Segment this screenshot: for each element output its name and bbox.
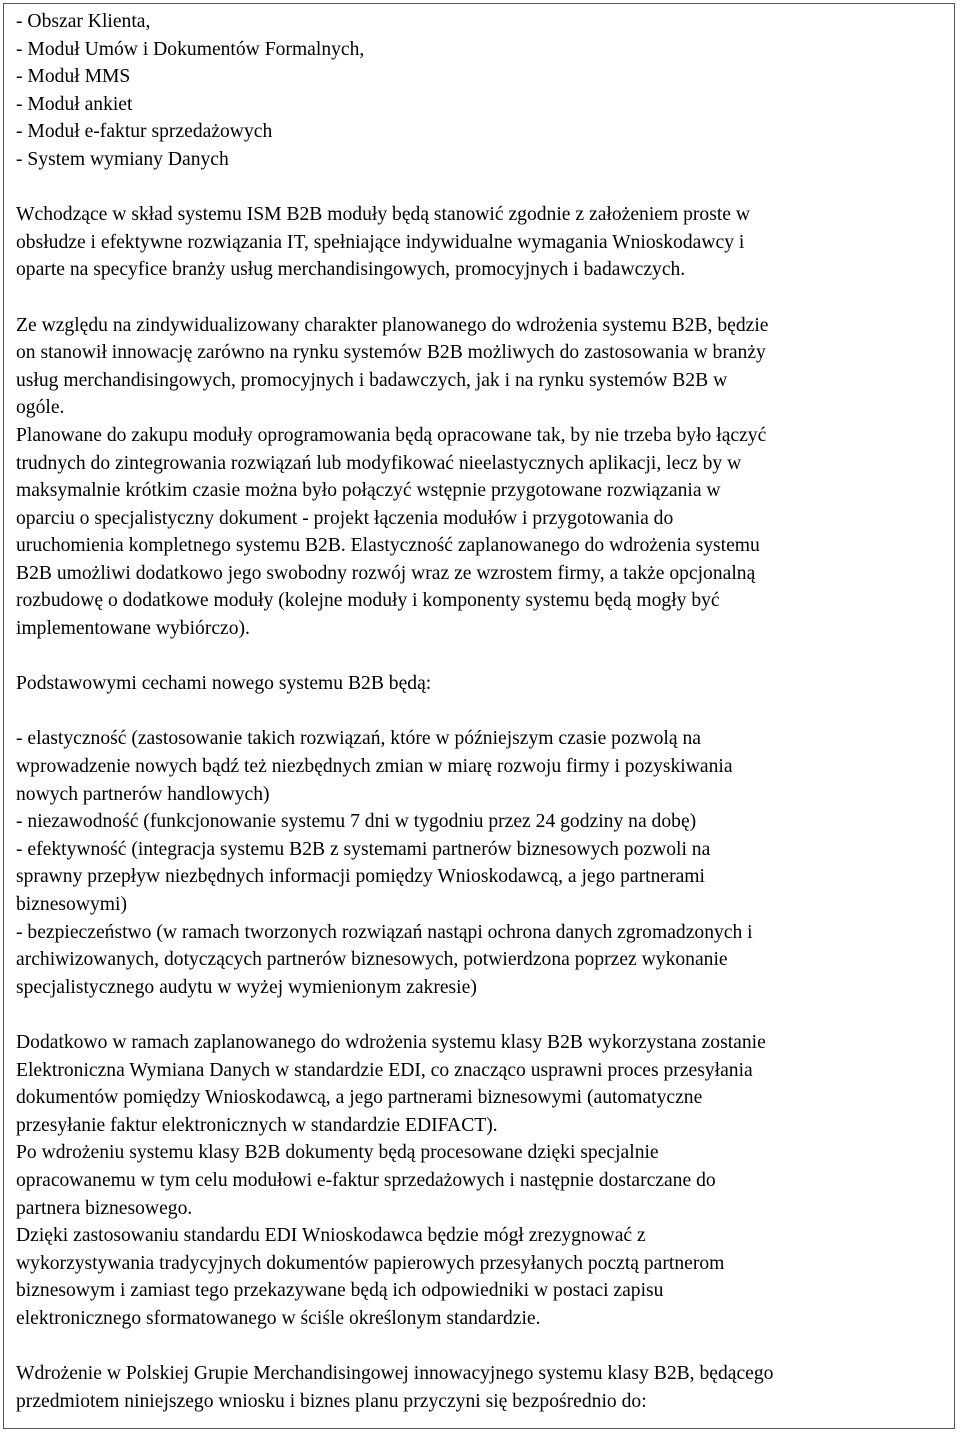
spacer [16,1333,946,1361]
feature-line: - efektywność (integracja systemu B2B z systemami partnerów biznesowych pozwoli na [16,838,711,860]
text-line: przedmiotem niniejszego wniosku i biznes planu przyczyni się bezpośrednio do: [16,1390,647,1412]
feature-line: - niezawodność (funkcjonowanie systemu 7 dni w tygodniu przez 24 godziny na dobę) [16,811,697,833]
text-line: wykorzystywania tradycyjnych dokumentów papierowych przesyłanych pocztą partnerom [16,1252,725,1274]
text-line: trudnych do zintegrowania rozwiązań lub modyfikować nieelastycznych aplikacji, lecz by w [16,452,742,474]
text-line: implementowane wybiórczo). [16,618,250,640]
text-line: Wchodzące w skład systemu ISM B2B moduły będą stanowić zgodnie z założeniem proste w [16,204,751,226]
text-line: Dzięki zastosowaniu standardu EDI Wnioskodawca będzie mógł zrezygnować z [16,1225,646,1247]
feature-line: - bezpieczeństwo (w ramach tworzonych rozwiązań nastąpi ochrona danych zgromadzonych i [16,921,753,943]
spacer [16,698,946,726]
text-line: maksymalnie krótkim czasie można było połączyć wstępnie przygotowane rozwiązania w [16,480,721,502]
feature-line: wprowadzenie nowych bądź też niezbędnych zmian w miarę rozwoju firmy i pozyskiwania [16,756,733,778]
text-line: dokumentów pomiędzy Wnioskodawcą, a jego partnerami biznesowymi (automatyczne [16,1087,703,1109]
features-list [16,725,946,1001]
spacer [16,174,946,202]
text-line: ogóle. [16,397,65,419]
text-line: obsłudze i efektywne rozwiązania IT, spełniające indywidualne wymagania Wnioskodawcy i [16,231,745,253]
text-line: biznesowym i zamiast tego przekazywane będą ich odpowiedniki w postaci zapisu [16,1280,664,1302]
module-list [16,8,946,174]
paragraph-implementation [16,1360,946,1415]
document-page [3,3,955,1429]
text-line: rozbudowę o dodatkowe moduły (kolejne moduły i komponenty systemu będą mogły być [16,590,720,612]
feature-line: specjalistycznego audytu w wyżej wymienionym zakresie) [16,976,477,998]
feature-line: sprawny przepływ niezbędnych informacji pomiędzy Wnioskodawcą, a jego partnerami [16,866,705,888]
paragraph-planned-modules [16,422,946,643]
text-line: usług merchandisingowych, promocyjnych i badawczych, jak i na rynku systemów B2B w [16,369,728,391]
document-body [16,8,946,1415]
list-item: - Moduł Umów i Dokumentów Formalnych, [16,38,365,60]
text-line: Dodatkowo w ramach zaplanowanego do wdrożenia systemu klasy B2B wykorzystana zostanie [16,1031,766,1053]
paragraph-innovation [16,312,946,422]
feature-line: biznesowymi) [16,894,128,915]
paragraph-modules-description [16,201,946,284]
spacer [16,1001,946,1029]
text-line: Po wdrożeniu systemu klasy B2B dokumenty będą procesowane dzięki specjalnie [16,1142,659,1164]
list-item: - Obszar Klienta, [16,11,151,32]
list-item: - Moduł e-faktur sprzedażowych [16,121,273,143]
text-line: oparte na specyfice branży usług merchandisingowych, promocyjnych i badawczych. [16,259,686,281]
text-line: Ze względu na zindywidualizowany charakter planowanego do wdrożenia systemu B2B, będzie [16,314,769,336]
text-line: on stanowił innowację zarówno na rynku systemów B2B możliwych do zastosowania w branży [16,342,766,364]
text-line: uruchomienia kompletnego systemu B2B. Elastyczność zaplanowanego do wdrożenia systemu [16,535,760,557]
spacer [16,284,946,312]
section-heading: Podstawowymi cechami nowego systemu B2B będą: [16,673,432,695]
text-line: Planowane do zakupu moduły oprogramowania będą opracowane tak, by nie trzeba było łączyć [16,424,767,446]
feature-line: - elastyczność (zastosowanie takich rozwiązań, które w późniejszym czasie pozwolą na [16,728,701,750]
text-line: oparciu o specjalistyczny dokument - projekt łączenia modułów i przygotowania do [16,507,674,529]
text-line: Wdrożenie w Polskiej Grupie Merchandisingowej innowacyjnego systemu klasy B2B, będącego [16,1363,774,1385]
spacer [16,643,946,671]
text-line: przesyłanie faktur elektronicznych w standardzie EDIFACT). [16,1114,498,1136]
text-line: elektronicznego sformatowanego w ściśle określonym standardzie. [16,1307,541,1329]
feature-line: archiwizowanych, dotyczących partnerów biznesowych, potwierdzona poprzez wykonanie [16,949,728,971]
list-item: - Moduł ankiet [16,93,133,115]
text-line: Elektroniczna Wymiana Danych w standardzie EDI, co znacząco usprawni proces przesyłania [16,1059,753,1081]
list-item: - System wymiany Danych [16,148,229,170]
list-item: - Moduł MMS [16,66,131,88]
feature-line: nowych partnerów handlowych) [16,783,270,805]
text-line: partnera biznesowego. [16,1197,193,1219]
text-line: B2B umożliwi dodatkowo jego swobodny rozwój wraz ze wzrostem firmy, a także opcjonalną [16,562,756,584]
paragraph-edi [16,1029,946,1333]
text-line: opracowanemu w tym celu modułowi e-faktur sprzedażowych i następnie dostarczane do [16,1169,716,1191]
